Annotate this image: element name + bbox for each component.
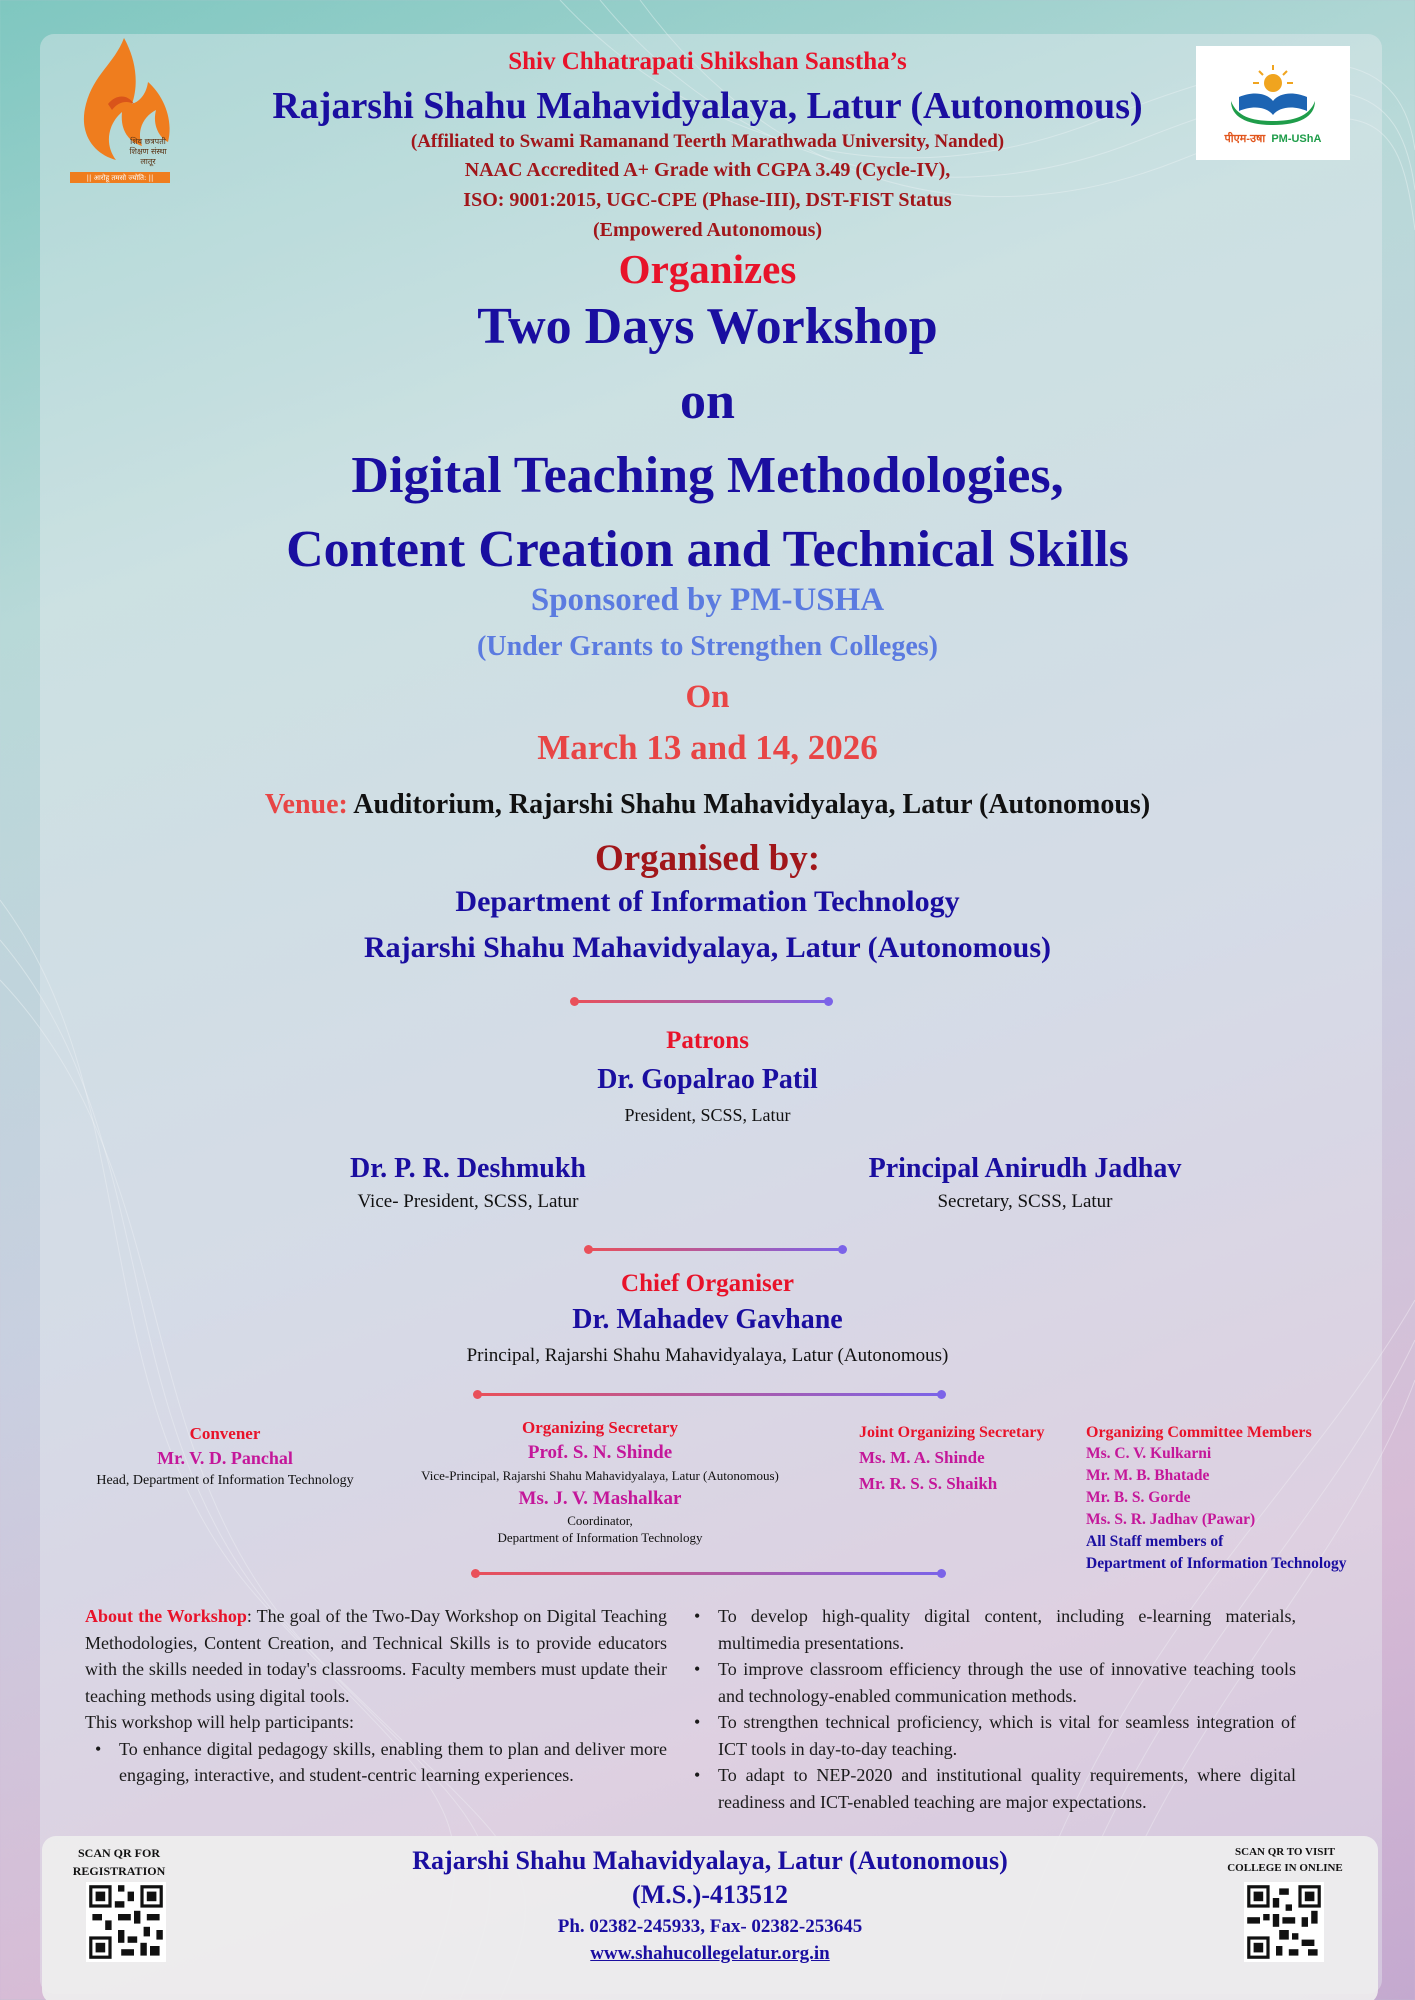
organising-department: Department of Information Technology: [455, 885, 960, 918]
patron-right-role: Secretary, SCSS, Latur: [937, 1191, 1113, 1212]
convener-name: Mr. V. D. Panchal: [157, 1448, 293, 1468]
naac-accreditation: NAAC Accredited A+ Grade with CGPA 3.49 (Cycle-IV),: [464, 159, 951, 181]
organizes-label: Organizes: [618, 246, 797, 292]
about-point: • To strengthen technical proficiency, which is vital for seamless integration of ICT tools in day-to-day teaching.: [684, 1709, 1296, 1762]
iso-status: ISO: 9001:2015, UGC-CPE (Phase-III), DST-FIST Status: [463, 189, 952, 211]
about-point: • To develop high-quality digital content, including e-learning materials, multimedia presentations.: [684, 1603, 1296, 1656]
divider-2: [588, 1248, 843, 1251]
secretary-role-2b: Department of Information Technology: [497, 1530, 703, 1545]
committee-member-3: Mr. B. S. Gorde: [1086, 1489, 1191, 1506]
qr-left-line-2: REGISTRATION: [72, 1864, 166, 1878]
about-point: • To improve classroom efficiency through the use of innovative teaching tools and technology-enabled communication methods.: [684, 1656, 1296, 1709]
logo-left-text-1: शिव छत्रपती: [130, 137, 166, 146]
autonomy-status: (Empowered Autonomous): [592, 219, 823, 241]
joint-secretary-name-2: Mr. R. S. S. Shaikh: [859, 1474, 998, 1493]
about-right-list: [684, 1603, 1296, 1815]
event-title-line-4: Content Creation and Technical Skills: [286, 521, 1129, 578]
chief-organiser-role: Principal, Rajarshi Shahu Mahavidyalaya, Latur (Autonomous): [466, 1345, 949, 1366]
organised-by-label: Organised by:: [594, 838, 821, 879]
event-title-line-3: Digital Teaching Methodologies,: [351, 447, 1064, 504]
about-intro: [85, 1603, 667, 1709]
sponsor-note: (Under Grants to Strengthen Colleges): [477, 631, 938, 662]
logo-right-text-hindi: पीएम-उषा: [1224, 132, 1266, 145]
committee-members-heading: Organizing Committee Members: [1086, 1424, 1312, 1441]
organising-college: Rajarshi Shahu Mahavidyalaya, Latur (Autonomous): [363, 931, 1052, 964]
about-left-column: [85, 1603, 667, 1789]
event-title-line-2: on: [680, 373, 735, 430]
about-label: About the Workshop: [85, 1606, 247, 1626]
secretary-role-2a: Coordinator,: [567, 1513, 633, 1528]
footer: [42, 1836, 1378, 2000]
secretary-name: Prof. S. N. Shinde: [527, 1442, 673, 1463]
joint-secretary-heading: Joint Organizing Secretary: [859, 1424, 1045, 1441]
on-label: On: [685, 679, 730, 715]
joint-secretary-name-1: Ms. M. A. Shinde: [859, 1448, 985, 1467]
secretary-heading: Organizing Secretary: [522, 1418, 678, 1437]
patron-main-role: President, SCSS, Latur: [624, 1105, 791, 1125]
venue-text: Auditorium, Rajarshi Shahu Mahavidyalaya, Latur (Autonomous): [347, 789, 1151, 820]
convener-block: [70, 1424, 380, 1489]
patron-right: [800, 1153, 1250, 1213]
logo-left-text-3: लातूर: [140, 157, 156, 166]
footer-pin: (M.S.)-413512: [632, 1880, 788, 1909]
logo-right-text-english: PM-UShA: [1271, 132, 1322, 145]
committee-note-1: All Staff members of: [1086, 1533, 1224, 1550]
footer-phone: Ph. 02382-245933, Fax- 02382-253645: [557, 1916, 863, 1937]
footer-address: [42, 1846, 1378, 1965]
convener-heading: Convener: [189, 1424, 261, 1443]
footer-website-link[interactable]: www.shahucollegelatur.org.in: [590, 1943, 830, 1964]
about-point: • To enhance digital pedagogy skills, enabling them to plan and deliver more engaging, interactive, and student-centric learning experiences.: [85, 1736, 667, 1789]
divider-4: [475, 1572, 942, 1575]
committee-member-2: Mr. M. B. Bhatade: [1086, 1467, 1210, 1484]
event-dates: March 13 and 14, 2026: [537, 728, 878, 767]
logo-left-motto: || आरोहू तमसो ज्योति: ||: [86, 174, 154, 182]
qr-right-line-1: SCAN QR TO VISIT: [1235, 1846, 1335, 1858]
patrons-heading: Patrons: [666, 1027, 749, 1054]
convener-role: Head, Department of Information Technology: [96, 1473, 354, 1488]
qr-left-line-1: SCAN QR FOR: [77, 1846, 160, 1860]
venue-label: Venue:: [264, 789, 348, 820]
about-point: • To adapt to NEP-2020 and institutional quality requirements, where digital readiness and ICT-enabled teaching are major expectations.: [684, 1762, 1296, 1815]
venue: [0, 789, 1415, 821]
qr-website-label: [1220, 1844, 1350, 1876]
website-qr-code[interactable]: [1244, 1882, 1324, 1962]
about-right-column: [684, 1603, 1296, 1815]
patron-left-name: Dr. P. R. Deshmukh: [350, 1153, 586, 1184]
secretary-role: Vice-Principal, Rajarshi Shahu Mahavidyalaya, Latur (Autonomous): [421, 1468, 779, 1483]
secretary-name-2: Ms. J. V. Mashalkar: [518, 1488, 682, 1509]
logo-left-text-2: शिक्षण संस्था: [129, 147, 167, 156]
committee-note-2: Department of Information Technology: [1086, 1555, 1347, 1572]
about-help: This workshop will help participants:: [85, 1712, 354, 1732]
patron-main-name: Dr. Gopalrao Patil: [597, 1064, 818, 1095]
patron-left: [268, 1153, 668, 1213]
affiliation: (Affiliated to Swami Ramanand Teerth Marathwada University, Nanded): [410, 131, 1005, 152]
chief-organiser-name: Dr. Mahadev Gavhane: [572, 1304, 843, 1335]
joint-secretary-block: [859, 1424, 1079, 1494]
about-intro-text: : The goal of the Two-Day Workshop on Digital Teaching Methodologies, Content Creation, and Technical Skills is to provide educators with the skills needed in today's classrooms. Faculty members must update their teaching methods using digital tools.: [85, 1606, 668, 1706]
sponsor: Sponsored by PM-USHA: [530, 582, 885, 618]
divider-1: [574, 1000, 829, 1003]
organizing-secretary-block: [390, 1418, 810, 1546]
footer-college: Rajarshi Shahu Mahavidyalaya, Latur (Autonomous): [412, 1846, 1008, 1875]
patron-left-role: Vice- President, SCSS, Latur: [357, 1191, 579, 1212]
patron-right-name: Principal Anirudh Jadhav: [868, 1153, 1182, 1184]
committee-member-1: Ms. C. V. Kulkarni: [1086, 1445, 1212, 1462]
event-title-line-1: Two Days Workshop: [477, 298, 938, 355]
committee-member-4: Ms. S. R. Jadhav (Pawar): [1086, 1511, 1256, 1528]
divider-3: [477, 1393, 942, 1396]
about-left-list: [85, 1736, 667, 1789]
college-name: Rajarshi Shahu Mahavidyalaya, Latur (Autonomous): [272, 85, 1143, 127]
society-name: Shiv Chhatrapati Shikshan Sanstha’s: [508, 48, 907, 75]
committee-members-block: [1086, 1424, 1386, 1573]
chief-organiser-heading: Chief Organiser: [621, 1270, 794, 1297]
qr-right-line-2: COLLEGE IN ONLINE: [1227, 1862, 1343, 1874]
